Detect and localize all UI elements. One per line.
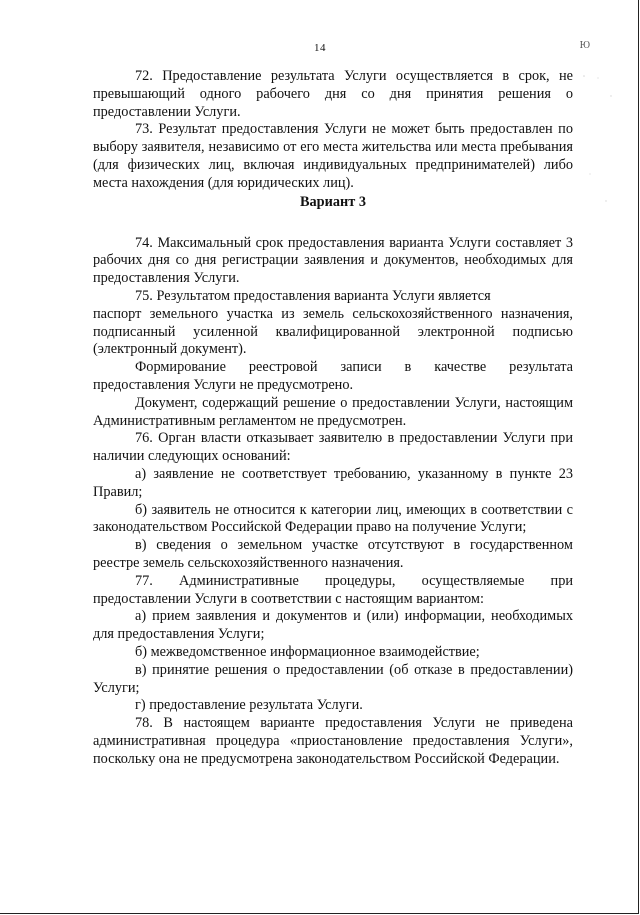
- paragraph-75-document: Документ, содержащий решение о предоставлении Услуги, настоящим Административным регламентом не предусмотрен.: [93, 394, 573, 429]
- page-number: 14: [314, 42, 326, 54]
- paragraph-76-intro: 76. Орган власти отказывает заявителю в предоставлении Услуги при наличии следующих оснований:: [93, 430, 573, 465]
- paragraph-76-item-a: а) заявление не соответствует требованию, указанному в пункте 23 Правил;: [93, 465, 573, 500]
- paragraph-77-item-c: в) принятие решения о предоставлении (об отказе в предоставлении) Услуги;: [93, 661, 573, 696]
- spacer: [93, 211, 573, 235]
- paragraph-76-item-b: б) заявитель не относится к категории лиц, имеющих в соответствии с законодательством Российской Федерации право на получение Услуги;: [93, 501, 573, 536]
- paragraph-77-item-a: а) прием заявления и документов и (или) информации, необходимых для предоставления Услуги;: [93, 608, 573, 643]
- paragraph-75-result: паспорт земельного участка из земель сельскохозяйственного назначения, подписанный усиленной квалифицированной электронной подписью (электронный документ).: [93, 305, 573, 358]
- scan-artifact: [578, 66, 618, 216]
- paragraph-77-item-d: г) предоставление результата Услуги.: [135, 697, 363, 714]
- paragraph-74: 74. Максимальный срок предоставления варианта Услуги составляет 3 рабочих дня со дня регистрации заявления и документов, необходимых для предоставления Услуги.: [93, 234, 573, 287]
- paragraph-75-intro: 75. Результатом предоставления варианта Услуги является: [135, 287, 491, 304]
- paragraph-72: 72. Предоставление результата Услуги осуществляется в срок, не превышающий одного рабочего дня со дня принятия решения о предоставлении Услуги.: [93, 68, 573, 120]
- document-body: [93, 68, 573, 768]
- variant-heading: Вариант 3: [299, 193, 366, 210]
- paragraph-73: 73. Результат предоставления Услуги не может быть предоставлен по выбору заявителя, независимо от его места жительства или места пребывания (для физических лиц, включая индивидуальных предпринимателей) либо места нахождения (для юридических лиц).: [93, 121, 573, 191]
- paragraph-77-item-b: б) межведомственное информационное взаимодействие;: [135, 643, 480, 660]
- paragraph-76-item-c: в) сведения о земельном участке отсутствуют в государственном реестре земель сельскохозяйственного назначения.: [93, 537, 573, 571]
- paragraph-78: 78. В настоящем варианте предоставления Услуги не приведена административная процедура «приостановление предоставления Услуги», поскольку она не предусмотрена законодательством Российской Федерации.: [93, 715, 573, 767]
- corner-mark: Ю: [579, 40, 590, 51]
- paragraph-77-intro: 77. Административные процедуры, осуществляемые при предоставлении Услуги в соответствии с настоящим вариантом:: [93, 572, 573, 607]
- paragraph-75-registry: Формирование реестровой записи в качестве результата предоставления Услуги не предусмотрено.: [93, 359, 573, 393]
